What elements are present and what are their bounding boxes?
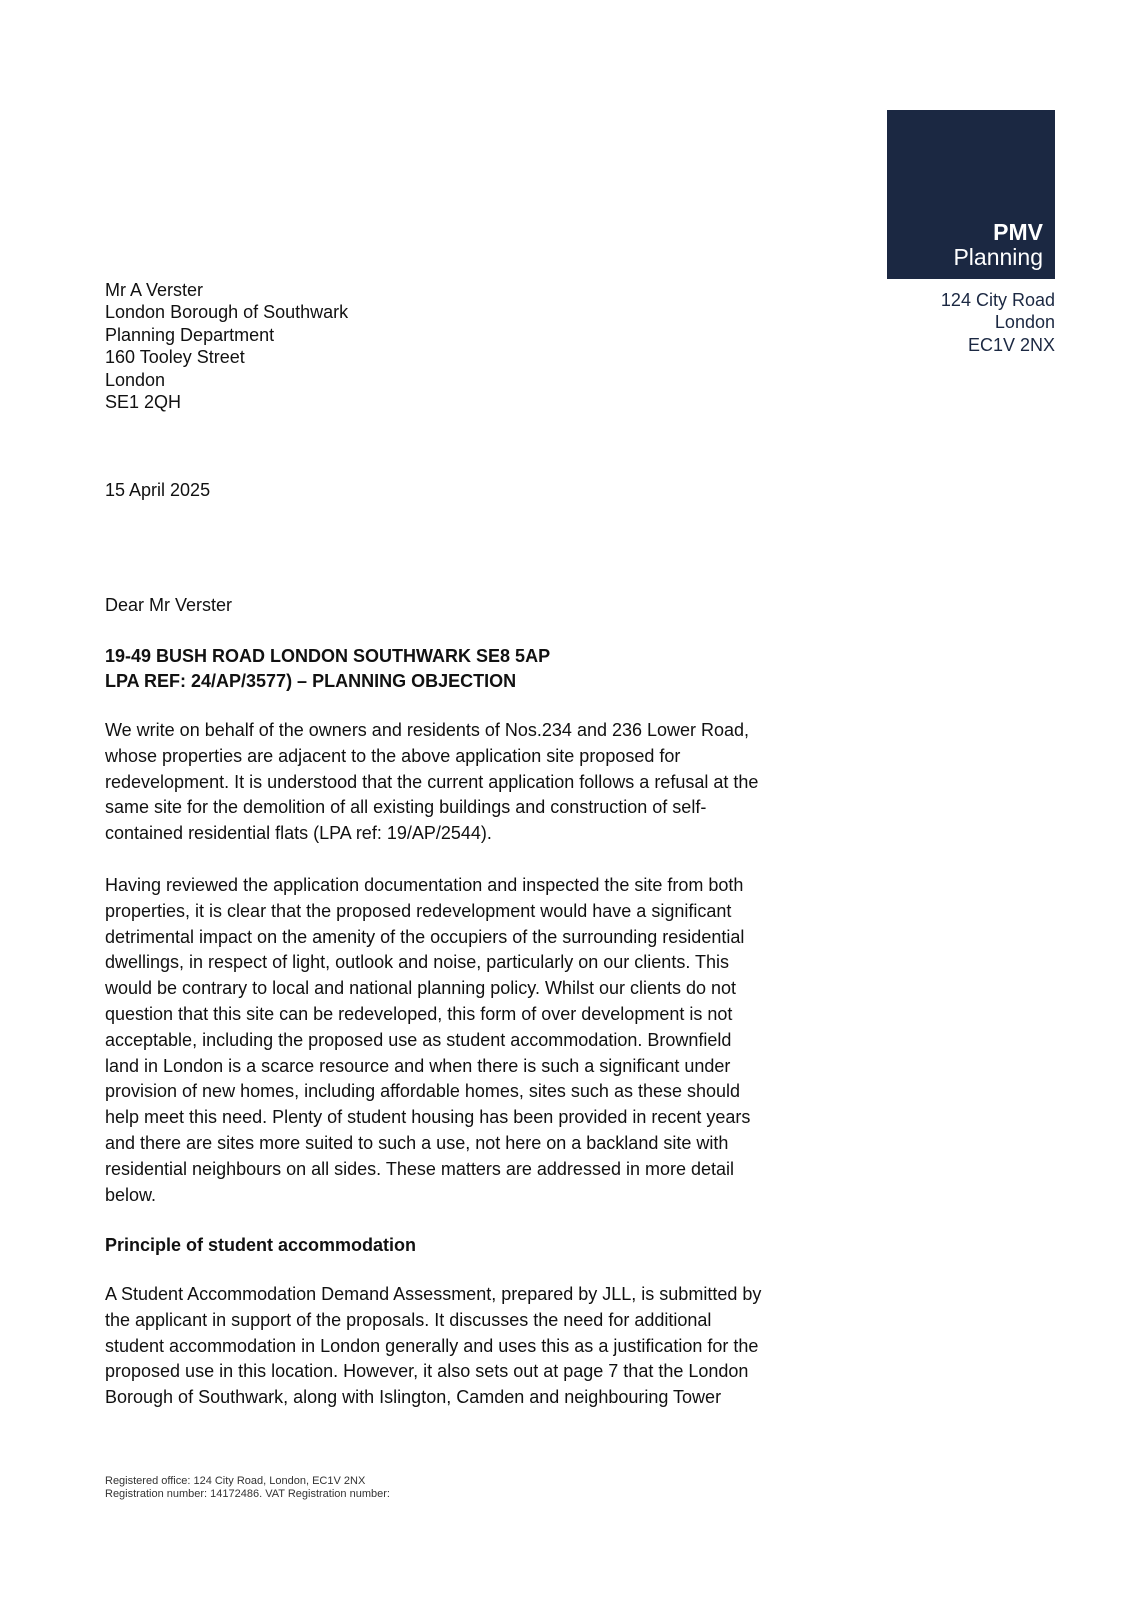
body-paragraph-1: [105, 718, 758, 847]
logo-text-planning: Planning: [953, 244, 1043, 270]
text-line: dwellings, in respect of light, outlook and noise, particularly on our clients. This: [105, 952, 729, 973]
text-line: Having reviewed the application documentation and inspected the site from both: [105, 875, 744, 895]
footer-line: Registration number: 14172486. VAT Registration number:: [105, 1487, 390, 1500]
company-logo: [887, 110, 1055, 279]
address-line: London Borough of Southwark: [105, 302, 349, 323]
text-line: provision of new homes, including affordable homes, sites such as these should: [105, 1081, 741, 1102]
text-line: proposed use in this location. However, it also sets out at page 7 that the London: [105, 1361, 749, 1382]
text-line: whose properties are adjacent to the above application site proposed for: [105, 745, 681, 766]
text-line: the applicant in support of the proposals. It discusses the need for additional: [105, 1309, 712, 1330]
address-line: Mr A Verster: [105, 280, 204, 300]
text-line: acceptable, including the proposed use as student accommodation. Brownfield: [105, 1029, 732, 1050]
sender-address: [941, 289, 1055, 356]
text-line: residential neighbours on all sides. These matters are addressed in more detail: [105, 1158, 735, 1179]
letter-date: 15 April 2025: [105, 480, 211, 500]
address-line: SE1 2QH: [105, 392, 182, 413]
subject-line: LPA REF: 24/AP/3577) – PLANNING OBJECTION: [105, 671, 517, 691]
text-line: A Student Accommodation Demand Assessment, prepared by JLL, is submitted by: [105, 1284, 762, 1304]
text-line: properties, it is clear that the proposed redevelopment would have a significant: [105, 900, 732, 921]
text-line: contained residential flats (LPA ref: 19/AP/2544).: [105, 823, 492, 844]
text-line: and there are sites more suited to such a use, not here on a backland site with: [105, 1132, 729, 1153]
text-line: We write on behalf of the owners and residents of Nos.234 and 236 Lower Road,: [105, 720, 750, 740]
salutation: Dear Mr Verster: [105, 595, 233, 615]
text-line: student accommodation in London generally and uses this as a justification for the: [105, 1335, 759, 1356]
page-footer: [105, 1475, 390, 1500]
body-paragraph-2: [105, 873, 750, 1208]
logo-text-pmv: PMV: [993, 219, 1043, 245]
section-heading: Principle of student accommodation: [105, 1235, 417, 1255]
text-line: land in London is a scarce resource and when there is such a significant under: [105, 1055, 731, 1076]
text-line: below.: [105, 1184, 157, 1205]
text-line: same site for the demolition of all existing buildings and construction of self-: [105, 797, 707, 818]
address-line: EC1V 2NX: [967, 334, 1055, 355]
text-line: question that this site can be redeveloped, this form of over development is not: [105, 1003, 733, 1024]
footer-line: Registered office: 124 City Road, London, EC1V 2NX: [105, 1475, 366, 1487]
body-paragraph-3: [105, 1282, 761, 1411]
text-line: detrimental impact on the amenity of the occupiers of the surrounding residential: [105, 926, 745, 947]
text-line: would be contrary to local and national planning policy. Whilst our clients do not: [105, 978, 737, 999]
address-line: London: [994, 312, 1055, 333]
address-line: 160 Tooley Street: [105, 347, 245, 368]
subject-heading: [105, 644, 550, 694]
address-line: London: [105, 369, 166, 390]
recipient-address: [105, 279, 348, 413]
address-line: Planning Department: [105, 324, 275, 345]
text-line: redevelopment. It is understood that the current application follows a refusal at the: [105, 771, 759, 792]
address-line: 124 City Road: [940, 290, 1055, 310]
text-line: Borough of Southwark, along with Islington, Camden and neighbouring Tower: [105, 1387, 722, 1408]
text-line: help meet this need. Plenty of student housing has been provided in recent years: [105, 1107, 751, 1128]
subject-line: 19-49 BUSH ROAD LONDON SOUTHWARK SE8 5AP: [105, 646, 551, 666]
